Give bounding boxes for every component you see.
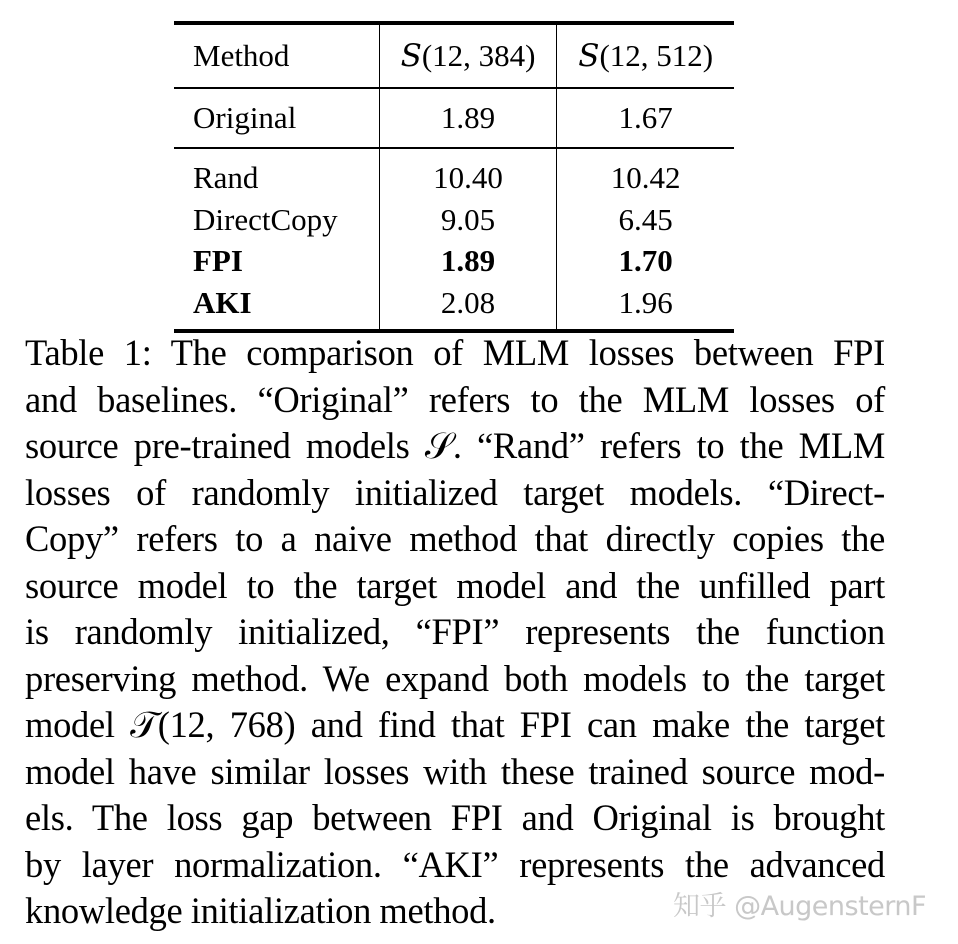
table-row-rand xyxy=(174,148,734,199)
cell-method: Rand xyxy=(193,160,259,195)
source-model-symbol: S xyxy=(400,38,422,74)
caption-line: model 𝒯(12, 768) and find that FPI can make the target xyxy=(25,704,885,745)
caption-line: is randomly initialized, “FPI” represents the function xyxy=(25,611,885,652)
table-row-aki xyxy=(174,282,734,332)
caption-line: els. The loss gap between FPI and Original is brought xyxy=(25,797,885,838)
results-table-container xyxy=(174,21,734,333)
cell-s-12-512: 1.67 xyxy=(557,88,734,148)
cell-s-12-384: 9.05 xyxy=(379,199,557,241)
table-row-directcopy xyxy=(174,199,734,241)
header-args: (12, 384) xyxy=(421,38,536,73)
caption-line: Table 1: The comparison of MLM losses between FPI xyxy=(25,332,885,373)
header-s-12-384 xyxy=(379,23,557,88)
cell-s-12-512: 10.42 xyxy=(557,148,734,199)
header-method: Method xyxy=(193,38,290,73)
header-s-12-512 xyxy=(557,23,734,88)
header-args: (12, 512) xyxy=(599,38,714,73)
cell-s-12-384: 1.89 xyxy=(379,88,557,148)
cell-s-12-512: 1.70 xyxy=(557,240,734,282)
caption-line: by layer normalization. “AKI” represents the advanced xyxy=(25,843,885,885)
table-row-original xyxy=(174,88,734,148)
cell-s-12-384: 1.89 xyxy=(379,240,557,282)
cell-s-12-384: 10.40 xyxy=(379,148,557,199)
mlm-loss-table xyxy=(174,21,734,333)
cell-s-12-512: 6.45 xyxy=(557,199,734,241)
cell-method: DirectCopy xyxy=(193,201,338,237)
cell-method: FPI xyxy=(193,243,243,278)
cell-method: AKI xyxy=(193,284,252,320)
caption-line: losses of randomly initialized target models. “Direct- xyxy=(25,471,885,513)
zhihu-watermark: 知乎 @AugensternF xyxy=(673,891,927,922)
cell-s-12-512: 1.96 xyxy=(557,282,734,332)
table-caption xyxy=(25,330,885,935)
table-row-fpi xyxy=(174,240,734,282)
caption-line: source model to the target model and the unfilled part xyxy=(25,564,885,606)
caption-line: model have similar losses with these trained source mod- xyxy=(25,750,885,792)
cell-method: Original xyxy=(193,100,297,135)
caption-line: knowledge initialization method. xyxy=(25,890,496,931)
source-model-symbol: S xyxy=(578,38,600,74)
caption-line: Copy” refers to a naive method that directly copies the xyxy=(25,518,885,559)
caption-line: source pre-trained models 𝒮. “Rand” refers to the MLM xyxy=(25,425,885,466)
caption-line: preserving method. We expand both models to the target xyxy=(25,657,885,699)
cell-s-12-384: 2.08 xyxy=(379,282,557,332)
table-header-row xyxy=(174,23,734,88)
caption-line: and baselines. “Original” refers to the MLM losses of xyxy=(25,378,885,420)
